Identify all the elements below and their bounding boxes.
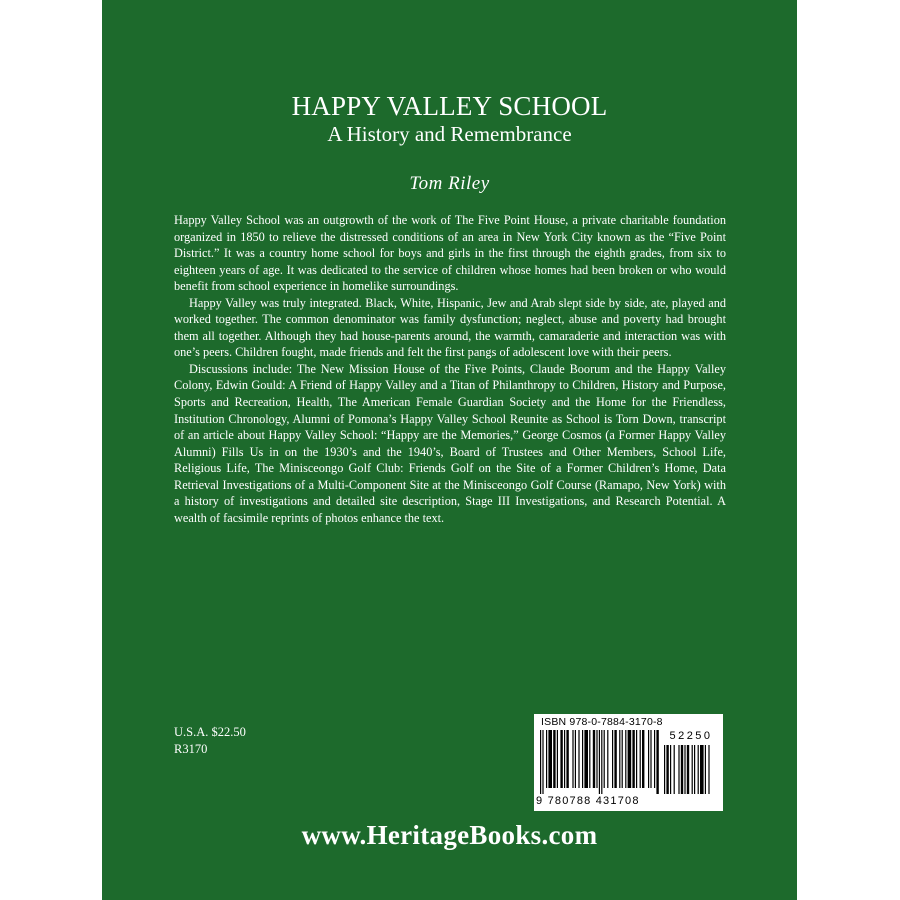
- isbn-number: ISBN 978-0-7884-3170-8: [541, 716, 663, 728]
- book-author: Tom Riley: [409, 173, 490, 194]
- book-description: [174, 212, 726, 526]
- price-label: U.S.A. $22.50: [174, 725, 246, 739]
- book-back-cover: [102, 0, 797, 900]
- price-code: 52250: [669, 730, 713, 742]
- publisher-website: www.HeritageBooks.com: [301, 820, 598, 850]
- price-barcode-icon: [664, 745, 716, 794]
- book-title: HAPPY VALLEY SCHOOL: [291, 91, 608, 121]
- ean-digits: 9 780788 431708: [536, 795, 640, 807]
- price-block: [174, 724, 246, 758]
- ean-barcode-icon: [540, 730, 660, 794]
- product-code: R3170: [174, 742, 208, 756]
- isbn-barcode: [534, 714, 723, 811]
- description-paragraph: Happy Valley was truly integrated. Black, White, Hispanic, Jew and Arab slept side by side, ate, played and worked together. The common denominator was family dysfunction; neglect, abuse and poverty had brought them all together. Although they had house-parents around, the warmth, camaraderie and interaction was with one’s peers. Children fought, made friends and felt the first pangs of adolescent love with their peers.: [174, 295, 726, 360]
- book-subtitle: A History and Remembrance: [327, 122, 572, 146]
- description-paragraph: Discussions include: The New Mission House of the Five Points, Claude Boorum and the Happy Valley Colony, Edwin Gould: A Friend of Happy Valley and a Titan of Philanthropy to Children, History and Purpose, Sports and Recreation, Health, The American Female Guardian Society and the Home for the Friendless, Institution Chronology, Alumni of Pomona’s Happy Valley School Reunite as School is Torn Down, transcript of an article about Happy Valley School: “Happy are the Memories,” George Cosmos (a Former Happy Valley Alumni) Fills Us in on the 1930’s and the 1940’s, Board of Trustees and Other Members, School Life, Religious Life, The Minisceongo Golf Club: Friends Golf on the Site of a Former Children’s Home, Data Retrieval Investigations of a Multi-Component Site at the Minisceongo Golf Course (Ramapo, New York) with a history of investigations and detailed site description, Stage III Investigations, and Research Potential. A wealth of facsimile reprints of photos enhance the text.: [174, 361, 726, 525]
- description-paragraph: Happy Valley School was an outgrowth of the work of The Five Point House, a private charitable foundation organized in 1850 to relieve the distressed conditions of an area in New York City known as the “Five Point District.” It was a country home school for boys and girls in the first through the eighth grades, from six to eighteen years of age. It was dedicated to the service of children whose homes had been broken or who would benefit from school experience in homelike surroundings.: [174, 213, 726, 294]
